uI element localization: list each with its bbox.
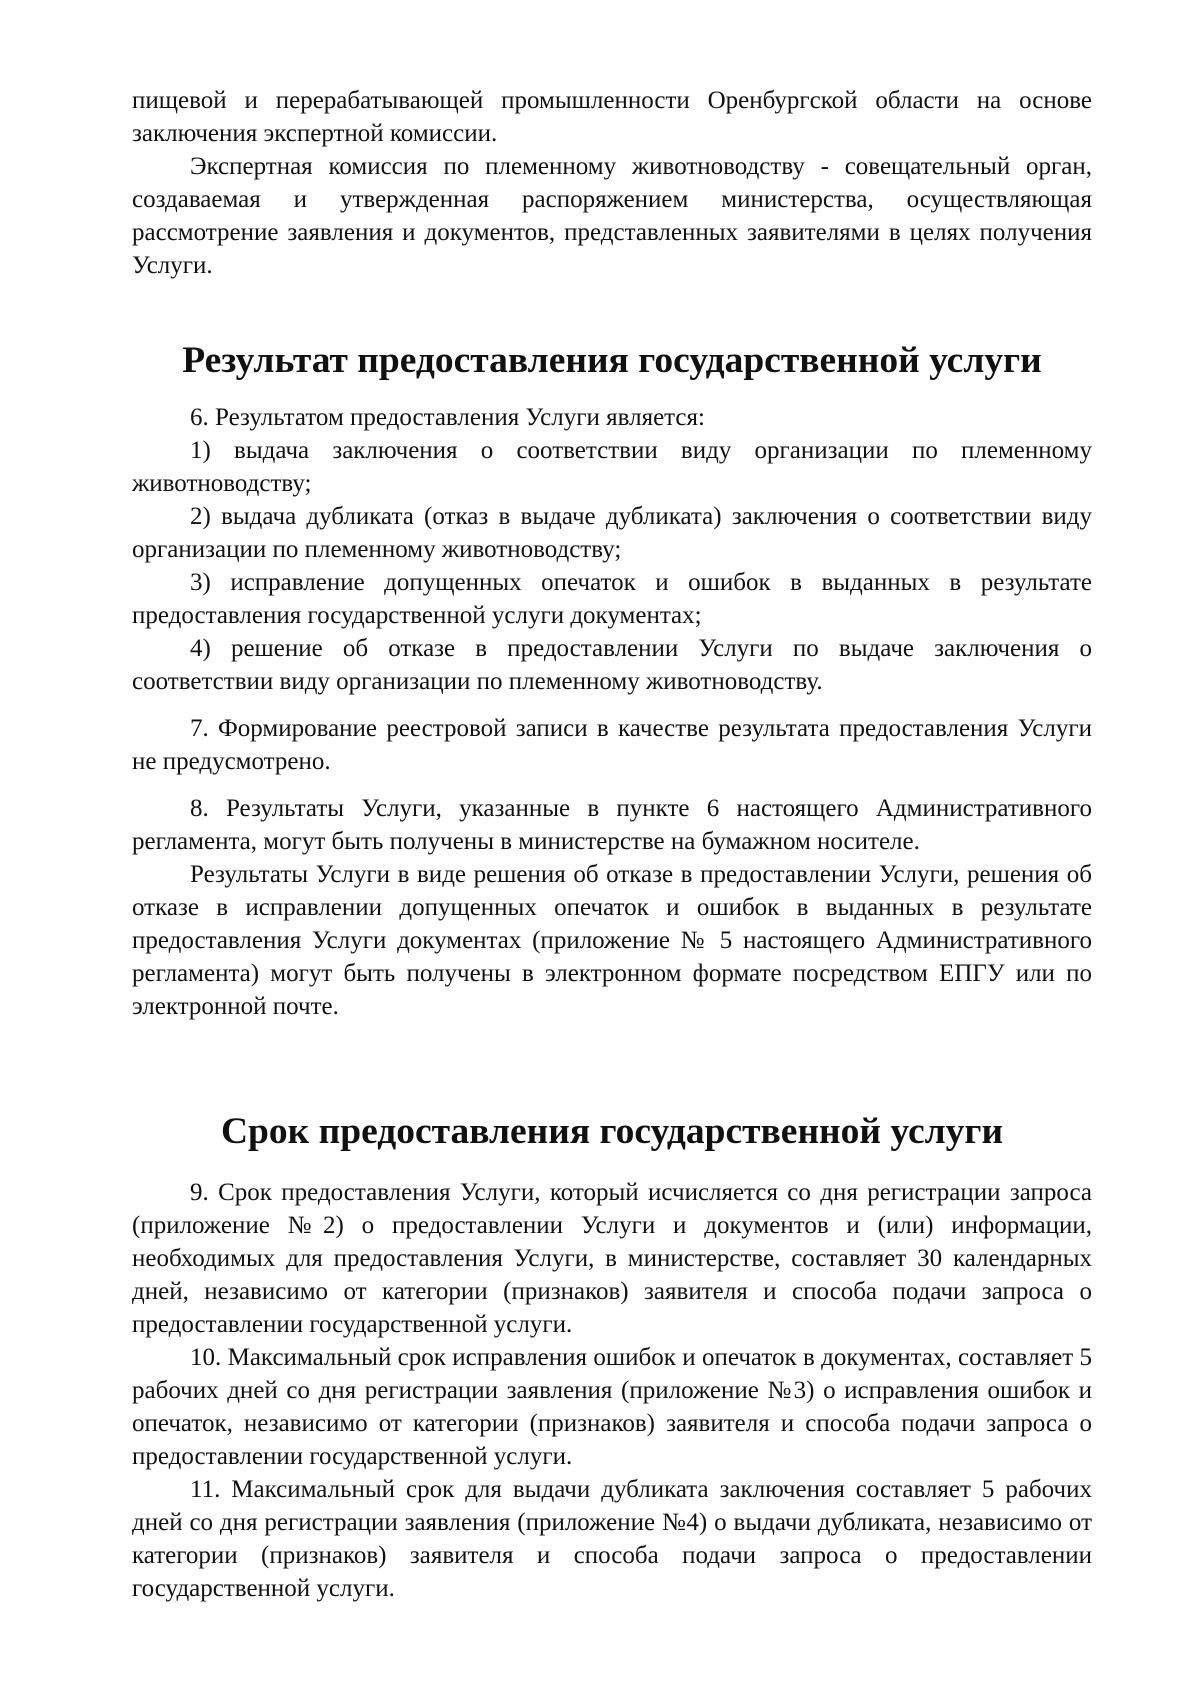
commission-paragraph: Экспертная комиссия по племенному животноводству - совещательный орган, создаваемая и утвержденная распоряжением министерства, осуществляющая рассмотрение заявления и документов, представленных заявителями в целях получения Услуги. [132, 153, 1092, 279]
paragraph-8: 8. Результаты Услуги, указанные в пункте 6 настоящего Административного регламента, могут быть получены в министерстве на бумажном носителе. [132, 795, 1092, 855]
paragraph-6-2: 2) выдача дубликата (отказ в выдаче дубликата) заключения о соответствии виду организации по племенному животноводству; [132, 503, 1092, 563]
paragraph-6-3: 3) исправление допущенных опечаток и ошибок в выданных в результате предоставления государственной услуги документах; [132, 569, 1092, 629]
intro-continuation: пищевой и перерабатывающей промышленности Оренбургской области на основе заключения экспертной комиссии. [132, 87, 1092, 147]
paragraph-7: 7. Формирование реестровой записи в качестве результата предоставления Услуги не предусмотрено. [132, 715, 1092, 775]
paragraph-6-4: 4) решение об отказе в предоставлении Услуги по выдаче заключения о соответствии виду организации по племенному животноводству. [132, 635, 1092, 695]
paragraph-8-electronic: Результаты Услуги в виде решения об отказе в предоставлении Услуги, решения об отказе в исправлении допущенных опечаток и ошибок в выданных в результате предоставления Услуги документах (приложение № 5 настоящего Административного регламента) могут быть получены в электронном формате посредством ЕПГУ или по электронной почте. [132, 861, 1092, 1020]
section-heading-term: Срок предоставления государственной услуги [220, 1111, 1004, 1152]
paragraph-6: 6. Результатом предоставления Услуги является: [190, 404, 705, 431]
paragraph-9: 9. Срок предоставления Услуги, который исчисляется со дня регистрации запроса (приложение №2) о предоставлении Услуги и документов и (или) информации, необходимых для предоставления Услуги, в министерстве, составляет 30 календарных дней, независимо от категории (признаков) заявителя и способа подачи запроса о предоставлении государственной услуги. [132, 1179, 1092, 1338]
paragraph-11: 11. Максимальный срок для выдачи дубликата заключения составляет 5 рабочих дней со дня регистрации заявления (приложение №4) о выдачи дубликата, независимо от категории (признаков) заявителя и способа подачи запроса о предоставлении государственной услуги. [132, 1476, 1092, 1602]
document-page [132, 84, 1092, 1605]
paragraph-10: 10. Максимальный срок исправления ошибок и опечаток в документах, составляет 5 рабочих дней со дня регистрации заявления (приложение №3) о исправления ошибок и опечаток, независимо от категории (признаков) заявителя и способа подачи запроса о предоставлении государственной услуги. [132, 1344, 1092, 1470]
section-heading-result: Результат предоставления государственной услуги [182, 340, 1042, 381]
paragraph-6-1: 1) выдача заключения о соответствии виду организации по племенному животноводству; [132, 437, 1092, 497]
